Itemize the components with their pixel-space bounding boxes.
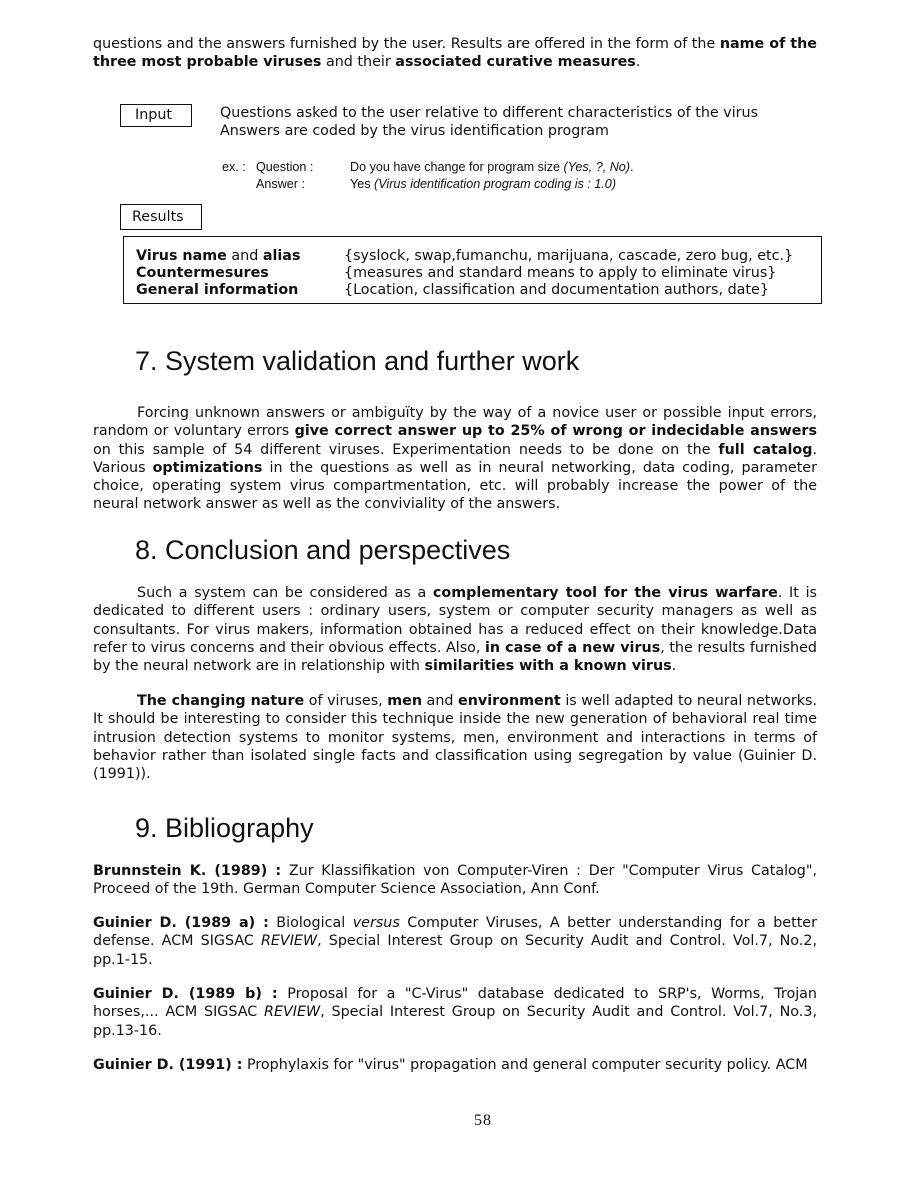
s7-text-3: . Various <box>93 441 817 476</box>
s8-bold-2: in case of a new virus <box>485 639 661 656</box>
ref-italic: REVIEW <box>264 1004 321 1021</box>
results-row-value: {measures and standard means to apply to eliminate virus} <box>344 265 777 281</box>
ref-text: , Special Interest Group on Security Audit and Control. Vol.7, No.2, pp.1-15. <box>93 933 817 968</box>
intro-text-1: questions and the answers furnished by the user. Results are offered in the form of the <box>93 36 720 52</box>
ref-italic: versus <box>352 915 400 931</box>
answer-label: Answer : <box>256 177 305 191</box>
ref-text: , Special Interest Group on Security Audit and Control. Vol.7, No.3, pp.13-16. <box>93 1004 817 1039</box>
s8-bold-3: similarities with a known virus <box>424 658 672 675</box>
ref-author: Brunnstein K. (1989) : <box>93 863 282 879</box>
s8-p2-text-2: and <box>422 693 459 709</box>
s7-text-4: in the questions as well as in neural networking, data coding, parameter choice, operating system virus compartmentation, etc. will probably increase the power of the neural network answer as well as the conviviality of the answers. <box>93 459 817 513</box>
s8-p2-bold-3: environment <box>458 693 561 709</box>
ref-text: Biological <box>268 915 353 931</box>
ref-text: Zur Klassifikation von Computer-Viren : Der "Computer Virus Catalog", Proceed of the 19th. German Computer Science Association, Ann Conf. <box>93 863 818 898</box>
page-number: 58 <box>474 1112 492 1129</box>
results-label-box <box>120 204 202 230</box>
bibliography-entry <box>93 862 817 899</box>
bibliography-entry <box>93 914 817 969</box>
results-row-key-bold-2: alias <box>262 248 301 264</box>
input-line-1: Questions asked to the user relative to different characteristics of the virus <box>220 105 759 121</box>
ref-text: Computer Viruses, A better understanding for a better defense. ACM SIGSAC <box>93 915 817 950</box>
results-row-key-bold: Virus name <box>136 248 227 264</box>
s7-text-2: on this sample of 54 different viruses. Experimentation needs to be done on the <box>93 441 719 458</box>
section-8-paragraph-2 <box>93 692 817 783</box>
s8-text-4: . <box>671 658 677 675</box>
intro-text-3: . <box>635 54 641 71</box>
answer-body: Yes <box>350 177 375 191</box>
question-options: (Yes, ?, No) <box>563 160 631 174</box>
ref-italic: REVIEW <box>260 933 318 950</box>
results-row <box>136 264 269 282</box>
intro-bold-1: name of the three most probable viruses <box>93 36 817 71</box>
s8-p2-text-1: of viruses, <box>304 693 388 709</box>
s8-text-2: . It is dedicated to different users : ordinary users, system or computer security managers as well as consultants. For virus makers, information obtained has a reduced effect on their knowledge.Data refer to virus concerns and their obvious effects. Also, <box>93 585 817 656</box>
example-block <box>222 159 822 195</box>
results-label: Results <box>132 209 184 225</box>
s7-text-1: Forcing unknown answers or ambiguïty by the way of a novice user or possible input errors, random or voluntary errors <box>93 405 817 440</box>
results-row <box>136 247 300 265</box>
question-end: . <box>630 160 634 174</box>
answer-text <box>350 176 616 192</box>
ref-text: Prophylaxis for "virus" propagation and general computer security policy. ACM <box>242 1057 808 1073</box>
s7-bold-3: optimizations <box>152 459 263 476</box>
s8-text-3: , the results furnished by the neural network are in relationship with <box>93 639 817 675</box>
results-row-key-text: and <box>226 248 263 264</box>
input-label: Input <box>135 107 173 123</box>
section-8-title: 8. Conclusion and perspectives <box>135 535 511 565</box>
input-label-box <box>120 104 192 127</box>
results-row <box>136 281 298 299</box>
results-row-key-bold: Countermesures <box>136 265 269 281</box>
ref-author: Guinier D. (1991) : <box>93 1057 243 1073</box>
s8-p2-bold-2: men <box>387 693 423 709</box>
question-body: Do you have change for program size <box>350 160 564 174</box>
section-7-paragraph <box>93 404 817 514</box>
question-text <box>350 159 634 175</box>
results-row-key-bold: General information <box>136 282 299 298</box>
answer-note: (Virus identification program coding is : 1.0) <box>374 177 617 191</box>
s8-p2-text-3: is well adapted to neural networks. It should be interesting to consider this technique inside the new generation of behavioral real time intrusion detection systems to monitor systems, men, environment and interactions in terms of behavior rather than isolated single facts and classification using segregation by value (Guinier D. (1991)). <box>93 693 817 783</box>
ref-text: Proposal for a "C-Virus" database dedicated to SRP's, Worms, Trojan horses,... ACM SIGSAC <box>93 986 817 1021</box>
question-label: Question : <box>256 160 314 174</box>
s7-bold-1: give correct answer up to 25% of wrong or indecidable answers <box>294 423 817 440</box>
example-prefix: ex. : <box>222 160 246 174</box>
bibliography-entry <box>93 985 817 1040</box>
input-line-2: Answers are coded by the virus identification program <box>220 123 609 140</box>
s7-bold-2: full catalog <box>718 441 813 458</box>
section-8-paragraph-1 <box>93 584 817 675</box>
ref-author: Guinier D. (1989 b) : <box>93 986 278 1002</box>
intro-paragraph <box>93 35 817 72</box>
s8-text-1: Such a system can be considered as a <box>137 585 433 601</box>
intro-bold-2: associated curative measures <box>395 54 636 71</box>
results-row-value: {Location, classification and documentation authors, date} <box>344 282 769 298</box>
section-7-title: 7. System validation and further work <box>135 346 580 376</box>
results-table <box>123 236 822 304</box>
ref-author: Guinier D. (1989 a) : <box>93 915 269 931</box>
s8-bold-1: complementary tool for the virus warfare <box>432 585 778 601</box>
s8-p2-bold-1: The changing nature <box>137 693 305 709</box>
intro-text-2: and their <box>321 54 396 71</box>
bibliography-entry <box>93 1056 817 1074</box>
results-row-value: {syslock, swap,fumanchu, marijuana, cascade, zero bug, etc.} <box>344 248 794 264</box>
section-9-title: 9. Bibliography <box>135 813 314 843</box>
input-description <box>220 104 820 141</box>
